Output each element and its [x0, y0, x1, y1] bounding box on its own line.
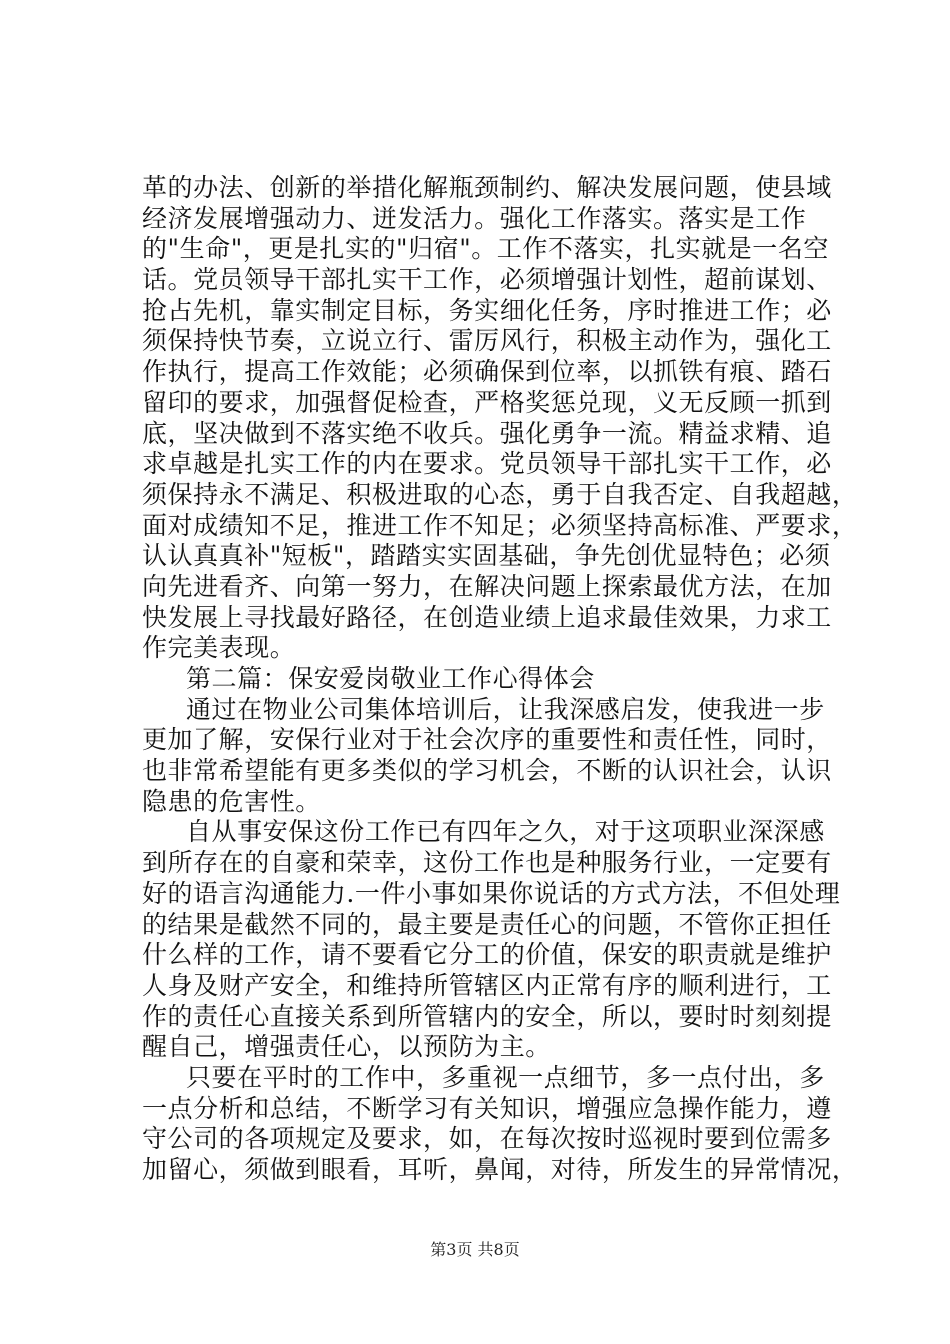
- text-line: 守公司的各项规定及要求，如，在每次按时巡视时要到位需多: [142, 1124, 832, 1154]
- text-line: 须保持快节奏，立说立行、雷厉风行，积极主动作为，强化工: [142, 326, 832, 356]
- text-line: 话。党员领导干部扎实干工作，必须增强计划性，超前谋划、: [142, 265, 832, 295]
- text-line: 的结果是截然不同的，最主要是责任心的问题，不管你正担任: [142, 909, 832, 939]
- paragraph: [142, 173, 858, 664]
- text-line: 一点分析和总结，不断学习有关知识，增强应急操作能力，遵: [142, 1093, 832, 1123]
- text-line: 认认真真补"短板"，踏踏实实固基础，争先创优显特色；必须: [142, 541, 831, 571]
- text-line: 抢占先机，靠实制定目标，务实细化任务，序时推进工作；必: [142, 295, 832, 325]
- text-line: 好的语言沟通能力.一件小事如果你说话的方式方法，不但处理: [142, 878, 841, 908]
- text-line: 革的办法、创新的举措化解瓶颈制约、解决发展问题，使县域: [142, 173, 832, 202]
- text-line: 作的责任心直接关系到所管辖内的安全，所以，要时时刻刻提: [142, 1001, 832, 1031]
- document-body: [142, 173, 858, 1186]
- text-line: 人身及财产安全，和维持所管辖区内正常有序的顺利进行，工: [142, 970, 832, 1000]
- text-line: 须保持永不满足、积极进取的心态，勇于自我否定、自我超越，: [142, 479, 858, 509]
- section-heading: [142, 664, 842, 695]
- text-line: 底，坚决做到不落实绝不收兵。强化勇争一流。精益求精、追: [142, 418, 832, 448]
- paragraph: [142, 817, 842, 1063]
- text-line: 什么样的工作，请不要看它分工的价值，保安的职责就是维护: [142, 940, 832, 970]
- text-line: 作完美表现。: [142, 633, 296, 663]
- text-line: 自从事安保这份工作已有四年之久，对于这项职业深深感: [186, 817, 825, 847]
- text-line: 通过在物业公司集体培训后，让我深感启发，使我进一步: [186, 694, 825, 724]
- text-line: 也非常希望能有更多类似的学习机会，不断的认识社会，认识: [142, 756, 832, 786]
- text-line: 作执行，提高工作效能；必须确保到位率，以抓铁有痕、踏石: [142, 357, 832, 387]
- paragraph: [142, 695, 842, 818]
- text-line: 快发展上寻找最好路径，在创造业绩上追求最佳效果，力求工: [142, 602, 832, 632]
- heading-line: 第二篇：保安爱岗敬业工作心得体会: [186, 664, 595, 693]
- text-line: 求卓越是扎实工作的内在要求。党员领导干部扎实干工作，必: [142, 449, 832, 479]
- text-line: 经济发展增强动力、迸发活力。强化工作落实。落实是工作: [142, 203, 807, 233]
- text-line: 醒自己，增强责任心，以预防为主。: [142, 1032, 551, 1062]
- text-line: 到所存在的自豪和荣幸，这份工作也是种服务行业，一定要有: [142, 848, 832, 878]
- text-line: 的"生命"，更是扎实的"归宿"。工作不落实，扎实就是一名空: [142, 234, 829, 264]
- text-line: 向先进看齐、向第一努力，在解决问题上探索最优方法，在加: [142, 571, 832, 601]
- text-line: 隐患的危害性。: [142, 786, 321, 816]
- text-line: 留印的要求，加强督促检查，严格奖惩兑现，义无反顾一抓到: [142, 387, 832, 417]
- page-number-footer: 第3页 共8页: [430, 1240, 520, 1259]
- paragraph: [142, 1062, 858, 1186]
- text-line: 只要在平时的工作中，多重视一点细节，多一点付出，多: [186, 1062, 825, 1092]
- text-line: 面对成绩知不足，推进工作不知足；必须坚持高标准、严要求，: [142, 510, 858, 540]
- text-line: 加留心，须做到眼看，耳听，鼻闻，对待，所发生的异常情况，: [142, 1155, 858, 1184]
- text-line: 更加了解，安保行业对于社会次序的重要性和责任性，同时，: [142, 725, 832, 755]
